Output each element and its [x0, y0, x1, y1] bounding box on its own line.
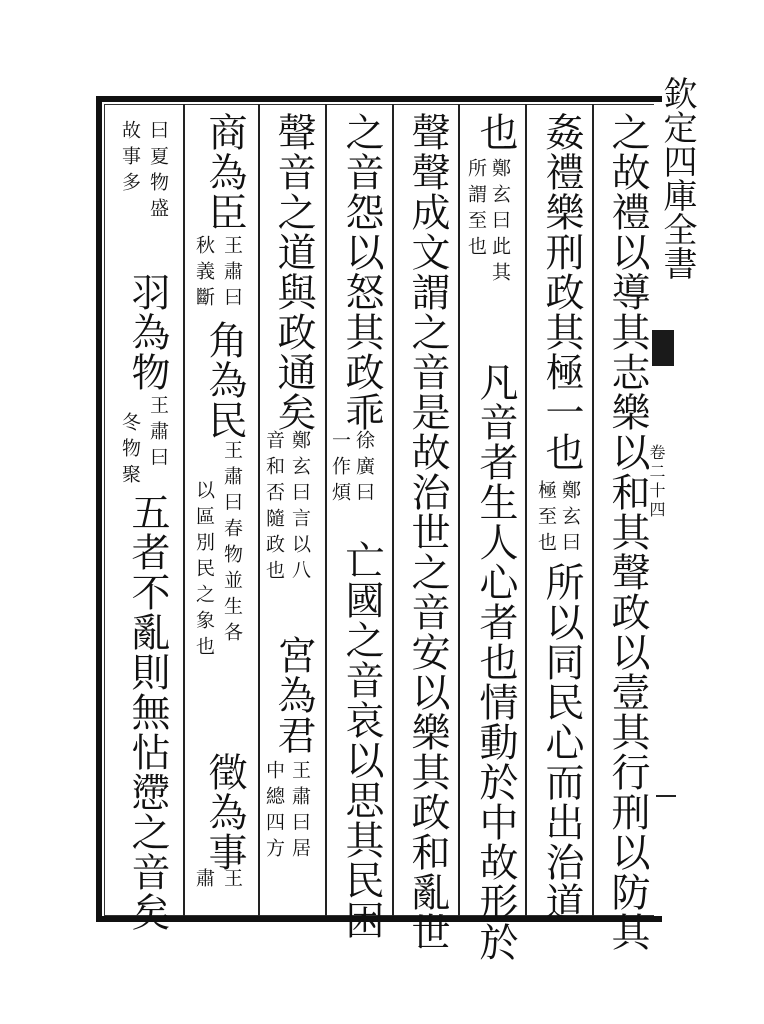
text-column-8-main: 五者不亂則無怗懘之音矣	[125, 492, 170, 932]
annotation: 王肅曰	[221, 235, 243, 313]
column-rule	[325, 104, 327, 916]
text-column-4: 聲聲成文謂之音是故治世之音安以樂其政和亂世	[405, 112, 450, 952]
text-column-6-main: 聲音之道與政通矣	[271, 112, 316, 432]
annotation: 肅	[193, 868, 215, 894]
column-rule	[183, 104, 185, 916]
text-column-7-main: 角為民	[202, 320, 247, 440]
annotation: 以區別民之象也	[193, 480, 215, 662]
annotation: 鄭玄曰言以八	[289, 430, 311, 586]
column-rule	[458, 104, 460, 916]
column-rule	[392, 104, 394, 916]
text-column-5-main: 之音怨以怒其政乖	[339, 112, 384, 432]
annotation: 王肅曰	[147, 395, 169, 473]
annotation: 鄭玄曰此其	[489, 158, 511, 288]
annotation: 王肅曰居	[289, 760, 311, 864]
column-rule	[258, 104, 260, 916]
annotation: 鄭玄曰	[559, 480, 581, 558]
text-column-7-main: 徵為事	[202, 752, 247, 872]
annotation: 秋義斷	[193, 235, 215, 313]
annotation: 王	[221, 868, 243, 894]
text-column-3-main: 也	[473, 112, 518, 152]
text-column-2-main: 所以同民心而出治道	[539, 562, 584, 922]
volume-label: 卷二十四	[647, 444, 666, 520]
annotation: 一作煩	[329, 430, 351, 508]
text-column-1: 之故禮以導其志樂以和其聲政以壹其行刑以防其	[605, 112, 650, 952]
annotation: 所謂至也	[465, 158, 487, 262]
annotation: 冬物聚	[119, 412, 141, 490]
annotation: 徐廣曰	[353, 430, 375, 508]
annotation: 曰夏物盛	[147, 120, 169, 224]
annotation: 王肅曰春物並生各	[221, 440, 243, 648]
text-column-2-main: 姦禮樂刑政其極一也	[539, 112, 584, 472]
column-rule	[525, 104, 527, 916]
annotation: 中總四方	[263, 760, 285, 864]
annotation: 故事多	[119, 120, 141, 198]
fishtail-mark	[652, 330, 674, 366]
margin-divider	[656, 795, 676, 797]
annotation: 極至也	[535, 480, 557, 558]
column-rule	[592, 104, 594, 916]
text-column-6-main: 宮為君	[271, 635, 316, 755]
annotation: 音和否隨政也	[263, 430, 285, 586]
text-column-3-main: 凡音者生人心者也情動於中故形於	[473, 362, 518, 962]
text-column-8-main: 羽為物	[125, 272, 170, 392]
book-title: 欽定四庫全書	[657, 76, 697, 280]
text-column-5-main: 亡國之音哀以思其民困	[339, 540, 384, 940]
text-column-7-main: 商為臣	[202, 112, 247, 232]
